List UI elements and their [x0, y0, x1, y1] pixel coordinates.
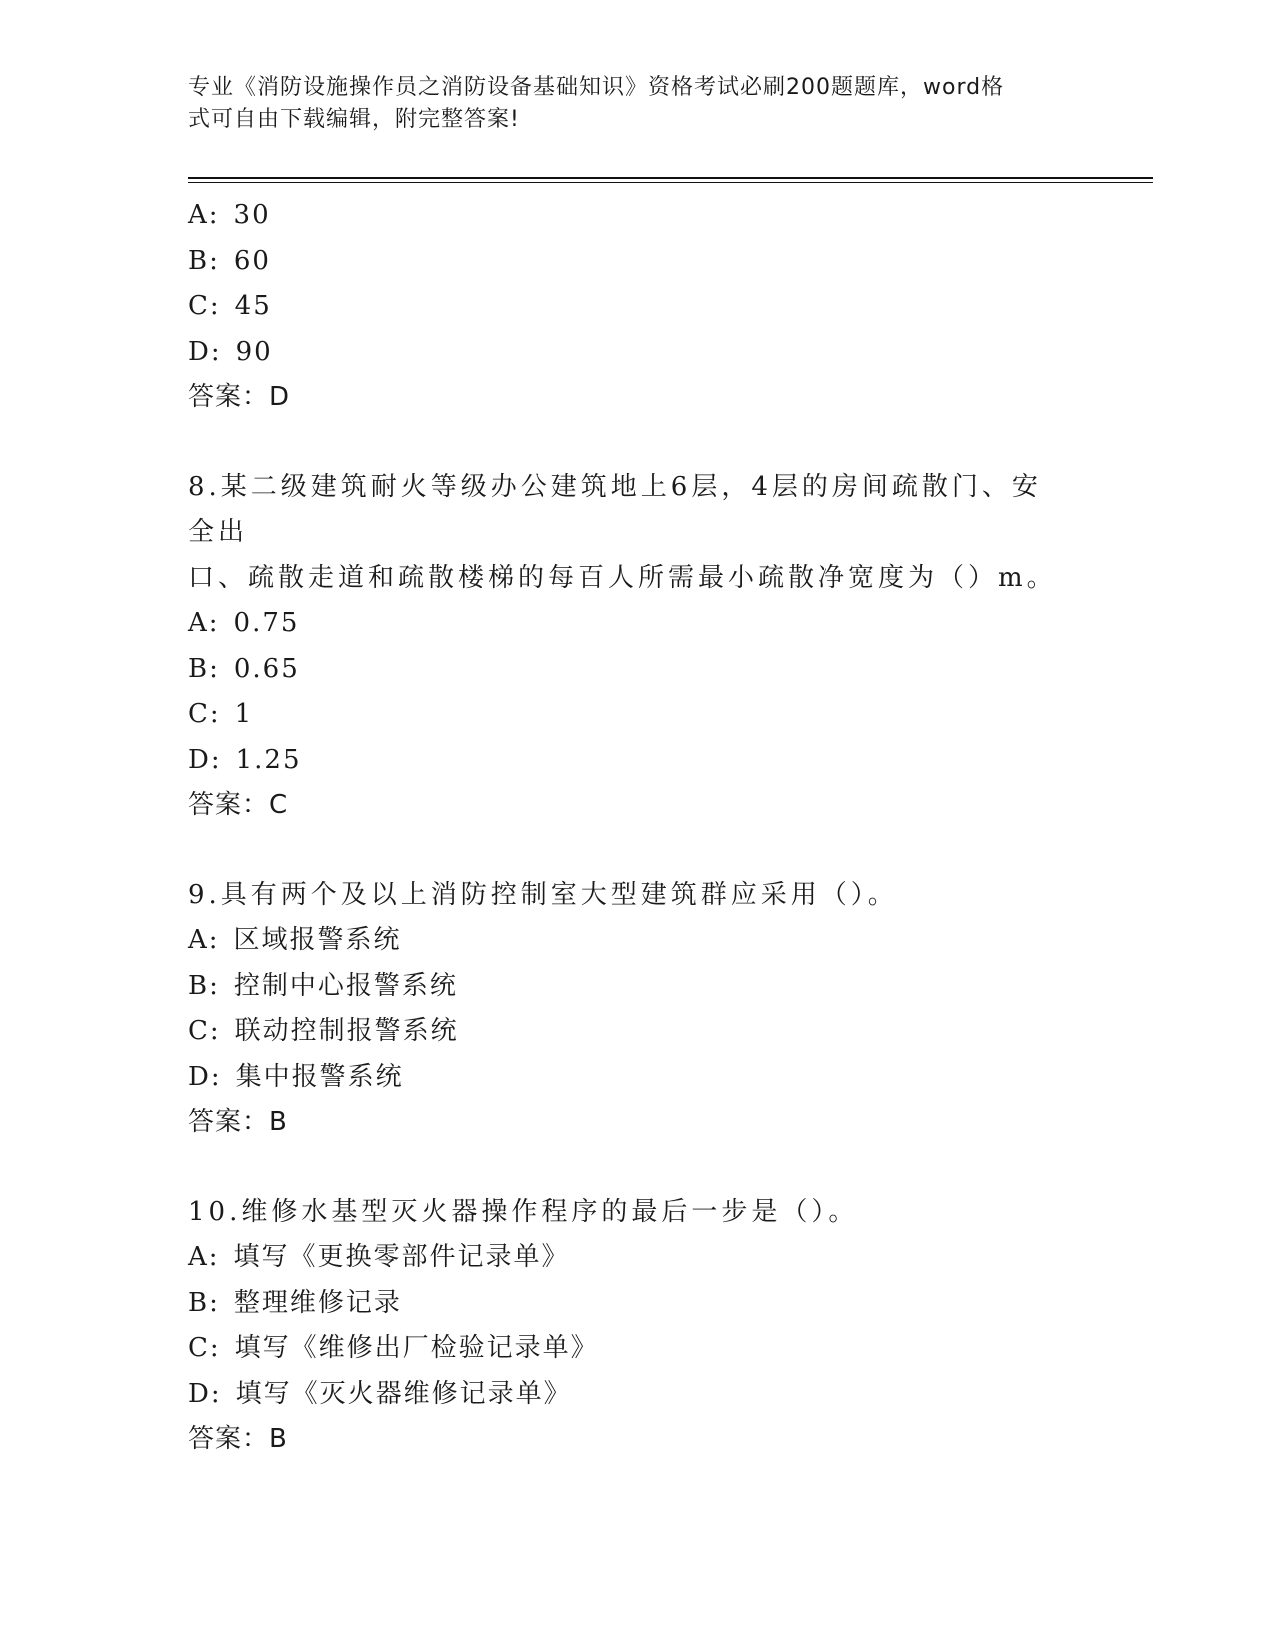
option-text: 30: [233, 200, 271, 230]
document-header: [188, 72, 1068, 136]
option-text: 0.75: [233, 608, 300, 638]
option-text: 0.65: [233, 653, 300, 684]
question-list: [188, 193, 1088, 1463]
option-text: 联动控制报警系统: [234, 1016, 459, 1046]
option-key: C:: [188, 699, 221, 729]
option-text: 区域报警系统: [233, 925, 402, 955]
question-10: [188, 1190, 1088, 1463]
option-a: [188, 918, 1088, 964]
question-stem-line-1: 8.某二级建筑耐火等级办公建筑地上6层，4层的房间疏散门、安全出: [188, 471, 1042, 547]
option-text: 60: [233, 245, 271, 276]
spacer: [188, 1146, 1088, 1190]
option-text: 45: [234, 291, 272, 321]
option-text: 填写《维修出厂检验记录单》: [234, 1333, 599, 1363]
option-c: [188, 1326, 1088, 1372]
option-key: A:: [188, 608, 220, 638]
question-stem: [188, 465, 1068, 602]
option-key: B:: [188, 970, 220, 1001]
question-9: [188, 873, 1088, 1146]
option-c: [188, 284, 1088, 330]
option-text: 整理维修记录: [233, 1287, 402, 1318]
option-key: D:: [188, 1061, 222, 1092]
option-text: 控制中心报警系统: [233, 970, 458, 1001]
option-key: D:: [188, 336, 222, 367]
option-text: 填写《灭火器维修记录单》: [235, 1378, 572, 1409]
option-key: D:: [188, 744, 222, 775]
question-stem-line-2: 口、疏散走道和疏散楼梯的每百人所需最小疏散净宽度为（）m。: [188, 562, 1057, 593]
option-a: [188, 1235, 1088, 1281]
option-key: C:: [188, 1016, 221, 1046]
option-key: A:: [188, 200, 220, 230]
option-d: [188, 330, 1088, 376]
option-text: 1: [234, 699, 254, 729]
option-d: [188, 1055, 1088, 1101]
option-key: C:: [188, 1333, 221, 1363]
option-key: B:: [188, 245, 220, 276]
option-c: [188, 1009, 1088, 1055]
option-key: C:: [188, 291, 221, 321]
answer-line: 答案：D: [188, 382, 291, 412]
option-text: 集中报警系统: [235, 1061, 404, 1092]
option-b: [188, 647, 1088, 693]
option-text: 填写《更换零部件记录单》: [233, 1242, 570, 1272]
header-title-line-2: 式可自由下载编辑，附完整答案!: [188, 107, 520, 132]
answer-line: 答案：B: [188, 1107, 288, 1137]
option-b: [188, 1281, 1088, 1327]
option-key: A:: [188, 1242, 220, 1272]
option-key: A:: [188, 925, 220, 955]
option-a: [188, 193, 1088, 239]
question-stem-line-1: 9.具有两个及以上消防控制室大型建筑群应采用（）。: [188, 879, 898, 910]
header-divider-thick: [188, 177, 1153, 179]
option-text: 90: [235, 336, 273, 367]
spacer: [188, 421, 1088, 465]
question-stem-line-1: 10.维修水基型灭火器操作程序的最后一步是（）。: [188, 1196, 859, 1227]
question-stem: [188, 1190, 1068, 1236]
question-stem: [188, 873, 1068, 919]
question-7: [188, 193, 1088, 421]
option-key: D:: [188, 1378, 222, 1409]
option-d: [188, 1372, 1088, 1418]
option-b: [188, 964, 1088, 1010]
option-b: [188, 239, 1088, 285]
spacer: [188, 829, 1088, 873]
option-c: [188, 692, 1088, 738]
header-divider-thin: [188, 182, 1153, 183]
option-key: B:: [188, 653, 220, 684]
option-d: [188, 738, 1088, 784]
answer-line: 答案：C: [188, 790, 289, 820]
option-a: [188, 601, 1088, 647]
question-8: [188, 465, 1088, 829]
option-key: B:: [188, 1287, 220, 1318]
header-title-line-1: 专业《消防设施操作员之消防设备基础知识》资格考试必刷200题题库，word格: [188, 75, 1005, 100]
option-text: 1.25: [235, 744, 302, 775]
answer-line: 答案：B: [188, 1424, 288, 1454]
